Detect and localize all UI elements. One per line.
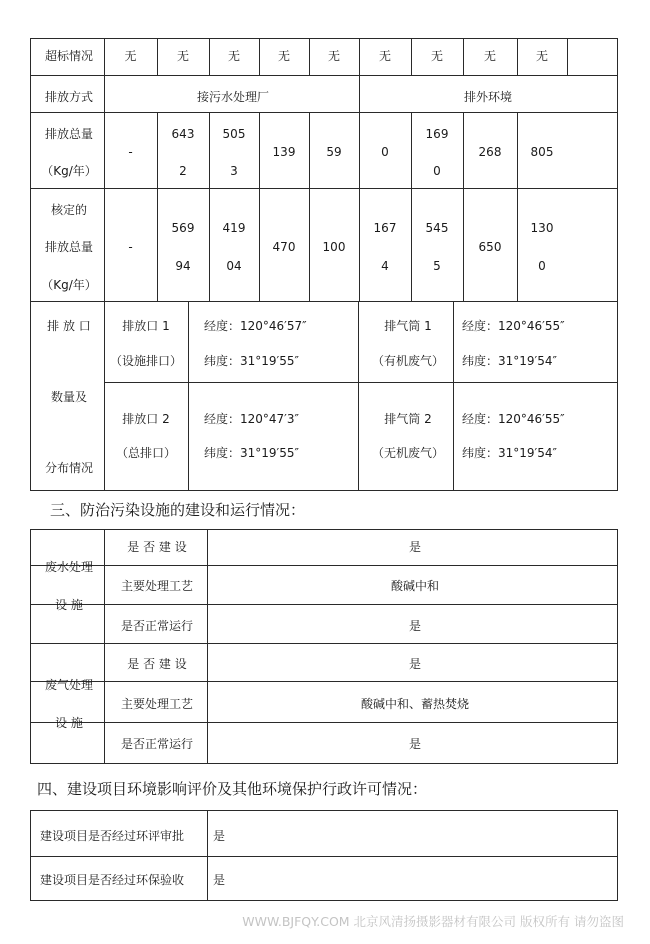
stack-2-sub: （无机废气） — [371, 446, 445, 460]
h-rule — [30, 604, 618, 605]
acceptance-value: 是 — [213, 873, 226, 887]
approved-value: 569 — [171, 221, 195, 235]
stack-2-lat: 纬度：31°19′54″ — [462, 446, 558, 460]
outlet-2-lat: 纬度：31°19′55″ — [204, 446, 300, 460]
wastewater-label-1: 废水处理 — [44, 560, 94, 574]
approved-label-3: （Kg/年） — [41, 278, 97, 292]
h-rule — [30, 643, 105, 644]
discharge-mode-out: 排外环境 — [463, 90, 513, 104]
h-rule — [30, 188, 618, 189]
h-rule — [30, 38, 618, 39]
h-rule — [104, 382, 618, 383]
approved-value: 5 — [433, 259, 441, 273]
v-rule — [30, 529, 31, 764]
ww-process-value: 酸碱中和 — [390, 579, 440, 593]
v-rule — [463, 38, 464, 76]
total-value: - — [128, 145, 133, 159]
eia-approval-value: 是 — [213, 829, 226, 843]
total-value: 268 — [478, 145, 502, 159]
acceptance-key: 建设项目是否经过环保验收 — [40, 873, 185, 887]
h-rule — [30, 565, 618, 566]
exceed-value: 无 — [227, 49, 241, 63]
discharge-mode-label: 排放方式 — [44, 90, 94, 104]
total-value: 0 — [381, 145, 389, 159]
ww-process-key: 主要处理工艺 — [120, 579, 194, 593]
wg-running-key: 是否正常运行 — [120, 737, 194, 751]
h-rule — [30, 810, 618, 811]
eia-approval-key: 建设项目是否经过环评审批 — [40, 829, 185, 843]
outlet-label-1: 排 放 口 — [47, 319, 91, 333]
exceed-value: 无 — [430, 49, 444, 63]
h-rule — [30, 722, 618, 723]
approved-label-2: 排放总量 — [44, 240, 94, 254]
stack-1-lon: 经度：120°46′55″ — [462, 319, 565, 333]
h-rule — [30, 75, 618, 76]
h-rule — [30, 856, 618, 857]
section-4-title: 四、建设项目环境影响评价及其他环境保护行政许可情况： — [37, 780, 428, 798]
v-rule — [359, 38, 360, 76]
ww-running-value: 是 — [408, 619, 422, 633]
exceed-value: 无 — [124, 49, 137, 63]
v-rule — [207, 529, 208, 764]
outlet-1-name: 排放口 1 — [122, 319, 170, 333]
v-rule — [104, 112, 105, 302]
approved-value: 4 — [381, 259, 389, 273]
total-value: 59 — [326, 145, 342, 159]
ww-built-key: 是 否 建 设 — [127, 540, 187, 554]
v-rule — [358, 301, 359, 491]
wastegas-label-1: 废气处理 — [44, 678, 94, 692]
v-rule — [104, 301, 105, 491]
wg-built-value: 是 — [408, 657, 422, 671]
outlet-2-lon: 经度：120°47′3″ — [204, 412, 300, 426]
v-rule — [209, 38, 210, 76]
total-value: 139 — [272, 145, 296, 159]
approved-value: 0 — [538, 259, 546, 273]
wg-running-value: 是 — [408, 737, 422, 751]
total-label-2: （Kg/年） — [41, 164, 97, 178]
outlet-label-2: 数量及 — [50, 390, 88, 404]
approved-value: 470 — [272, 240, 296, 254]
approved-value: - — [128, 240, 133, 254]
total-value: 643 — [171, 127, 195, 141]
total-value: 0 — [433, 164, 441, 178]
outlet-label-3: 分布情况 — [44, 461, 94, 475]
h-rule — [30, 490, 618, 491]
outlet-1-lat: 纬度：31°19′55″ — [204, 354, 300, 368]
total-value: 505 — [222, 127, 246, 141]
discharge-mode-water: 接污水处理厂 — [196, 90, 270, 104]
v-rule — [453, 301, 454, 491]
approved-value: 650 — [478, 240, 502, 254]
outlet-1-lon: 经度：120°46′57″ — [204, 319, 307, 333]
exceed-value: 无 — [483, 49, 497, 63]
approved-value: 04 — [226, 259, 242, 273]
v-rule — [617, 810, 618, 901]
approved-value: 419 — [222, 221, 246, 235]
v-rule — [463, 112, 464, 302]
total-value: 805 — [530, 145, 554, 159]
h-rule — [30, 529, 618, 530]
v-rule — [104, 75, 105, 113]
watermark: WWW.BJFQY.COM 北京风清扬摄影器材有限公司 版权所有 请勿盗图 — [242, 914, 624, 929]
wg-built-key: 是 否 建 设 — [127, 657, 187, 671]
stack-1-name: 排气筒 1 — [384, 319, 432, 333]
wg-process-key: 主要处理工艺 — [120, 697, 194, 711]
approved-value: 100 — [322, 240, 346, 254]
exceed-value: 无 — [176, 49, 190, 63]
v-rule — [30, 810, 31, 901]
v-rule — [188, 301, 189, 491]
total-value: 169 — [425, 127, 449, 141]
outlet-2-sub: （总排口） — [115, 446, 177, 460]
v-rule — [104, 38, 105, 76]
exceed-value: 无 — [327, 49, 341, 63]
v-rule — [259, 112, 260, 302]
approved-label-1: 核定的 — [50, 203, 88, 217]
approved-value: 94 — [175, 259, 191, 273]
section-3-title: 三、防治污染设施的建设和运行情况： — [50, 501, 306, 519]
v-rule — [411, 38, 412, 76]
exceed-value: 无 — [378, 49, 392, 63]
v-rule — [30, 38, 31, 491]
v-rule — [359, 112, 360, 302]
v-rule — [309, 112, 310, 302]
ww-built-value: 是 — [408, 540, 422, 554]
exceed-label: 超标情况 — [44, 49, 94, 63]
wg-process-value: 酸碱中和、蓄热焚烧 — [360, 697, 470, 711]
stack-2-lon: 经度：120°46′55″ — [462, 412, 565, 426]
v-rule — [617, 529, 618, 764]
stack-2-name: 排气筒 2 — [384, 412, 432, 426]
total-value: 2 — [179, 164, 187, 178]
h-rule — [30, 301, 618, 302]
h-rule — [30, 681, 618, 682]
v-rule — [359, 75, 360, 113]
v-rule — [104, 529, 105, 764]
approved-value: 545 — [425, 221, 449, 235]
wastewater-label-2: 设 施 — [55, 598, 83, 612]
exceed-value: 无 — [277, 49, 291, 63]
exceed-value: 无 — [535, 49, 549, 63]
v-rule — [259, 38, 260, 76]
total-value: 3 — [230, 164, 238, 178]
h-rule — [30, 900, 618, 901]
v-rule — [517, 112, 518, 302]
h-rule — [30, 763, 618, 764]
h-rule — [30, 112, 618, 113]
total-label-1: 排放总量 — [44, 127, 94, 141]
v-rule — [517, 38, 518, 76]
wastegas-label-2: 设 施 — [55, 716, 83, 730]
stack-1-sub: （有机废气） — [371, 354, 445, 368]
stack-1-lat: 纬度：31°19′54″ — [462, 354, 558, 368]
v-rule — [309, 38, 310, 76]
approved-value: 167 — [373, 221, 397, 235]
outlet-2-name: 排放口 2 — [122, 412, 170, 426]
ww-running-key: 是否正常运行 — [120, 619, 194, 633]
v-rule — [157, 112, 158, 302]
v-rule — [157, 38, 158, 76]
h-rule — [30, 643, 618, 644]
v-rule — [567, 38, 568, 76]
approved-value: 130 — [530, 221, 554, 235]
v-rule — [209, 112, 210, 302]
v-rule — [411, 112, 412, 302]
v-rule — [207, 810, 208, 901]
v-rule — [617, 38, 618, 491]
outlet-1-sub: （设施排口） — [109, 354, 183, 368]
